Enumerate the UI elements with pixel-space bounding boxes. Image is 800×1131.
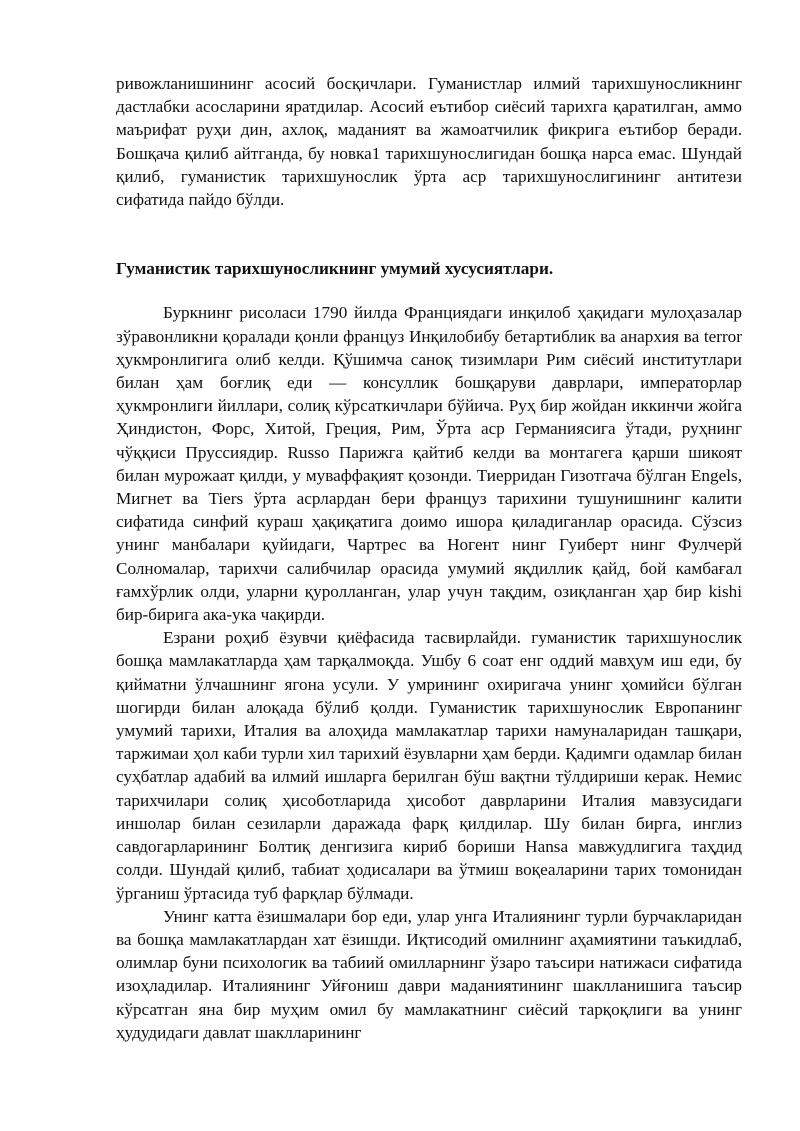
body-paragraph: Езрани роҳиб ёзувчи қиёфасида тасвирлайди. гуманистик тарихшунослик бошқа мамлакатларда ҳам тарқалмоқда. Ушбу 6 соат енг оддий мавҳум иш еди, бу қийматни ўлчашнинг ягона усули. У умрининг охиригача унинг ҳомийси бўлган шогирди билан алоқада бўлиб қолди. Гуманистик тарихшунослик Европанинг умумий тарихи, Италия ва алоҳида мамлакатлар тарихи намуналаридан ташқари, таржимаи ҳол каби турли хил тарихий ёзувларни ҳам берди. Қадимги одамлар билан суҳбатлар адабий ва илмий ишларга берилган бўш вақтни тўлдириши керак. Немис тарихчилари солиқ ҳисоботларида ҳисобот даврларини Италия мавзусидаги иншолар билан сезиларли даражада фарқ қилдилар. Шу билан бирга, инглиз савдогарларининг Болтиқ денгизига кириб бориши Hansa мавжудлигига таҳдид солди. Шундай қилиб, табиат ҳодисалари ва ўтмиш воқеаларини тарих томонидан ўрганиш ўртасида туб фарқлар бўлмади. <box>116 628 742 903</box>
document-page <box>116 72 742 1044</box>
spacer <box>116 280 742 301</box>
body-paragraph: Буркнинг рисоласи 1790 йилда Франциядаги инқилоб ҳақидаги мулоҳазалар зўравонликни қоралади қонли француз Инқилобибу бетартиблик ва анархия ва terror ҳукмронлигига олиб келди. Қўшимча саноқ тизимлари Рим сиёсий институтлари билан ҳам боғлиқ еди — консуллик бошқаруви даврлари, императорлар ҳукмронлиги йиллари, солиқ кўрсаткичлари бўйича. Руҳ бир жойдан иккинчи жойга Ҳиндистон, Форс, Хитой, Греция, Рим, Ўрта аср Германиясига ўтади, руҳнинг чўққиси Пруссиядир. Russo Парижга қайтиб келди ва монтагега қарши шикоят билан мурожаат қилди, у муваффақият қозонди. Тиерридан Гизотгача бўлган Engels, Мигнет ва Tiers ўрта асрлардан бери француз тарихини тушунишнинг калити сифатида синфий кураш ҳақиқатига доимо ишора қиладиганлар орасида. Сўзсиз унинг манбалари қуйидаги, Чартрес ва Ногент нинг Гуиберт нинг Фулчерй Солномалар, тарихчи салибчилар орасида умумий яқдиллик қайд, бой камбағал ғамхўрлик олди, уларни қуролланган, улар учун тақдим, озиқланган ҳар бир kishi бир-бирига ака-ука чақирди. <box>116 303 742 625</box>
body-paragraph: Унинг катта ёзишмалари бор еди, улар унга Италиянинг турли бурчакларидан ва бошқа мамлакатлардан хат ёзишди. Иқтисодий омилнинг аҳамиятини таъкидлаб, олимлар буни психологик ва табиий омилларнинг ўзаро таъсири натижаси сифатида изоҳладилар. Италиянинг Уйғониш даври маданиятининг шаклланишига таъсир кўрсатган яна бир муҳим омил бу мамлакатнинг сиёсий тарқоқлиги ва унинг ҳудудидаги давлат шаклларининг <box>116 906 742 1042</box>
section-heading: Гуманистик тарихшуносликнинг умумий хусусиятлари. <box>116 259 554 279</box>
intro-paragraph: ривожланишининг асосий босқичлари. Гуманистлар илмий тарихшуносликнинг дастлабки асосларини яратдилар. Асосий еътибор сиёсий тарихга қаратилган, аммо маърифат руҳи дин, ахлоқ, маданият ва жамоатчилик фикрига еътибор беради. Бошқача қилиб айтганда, бу новка1 тарихшунослигидан бошқа нарса емас. Шундай қилиб, гуманистик тарихшунослик ўрта аср тарихшунослигининг антитези сифатида пайдо бўлди. <box>116 74 742 210</box>
spacer <box>116 211 742 257</box>
